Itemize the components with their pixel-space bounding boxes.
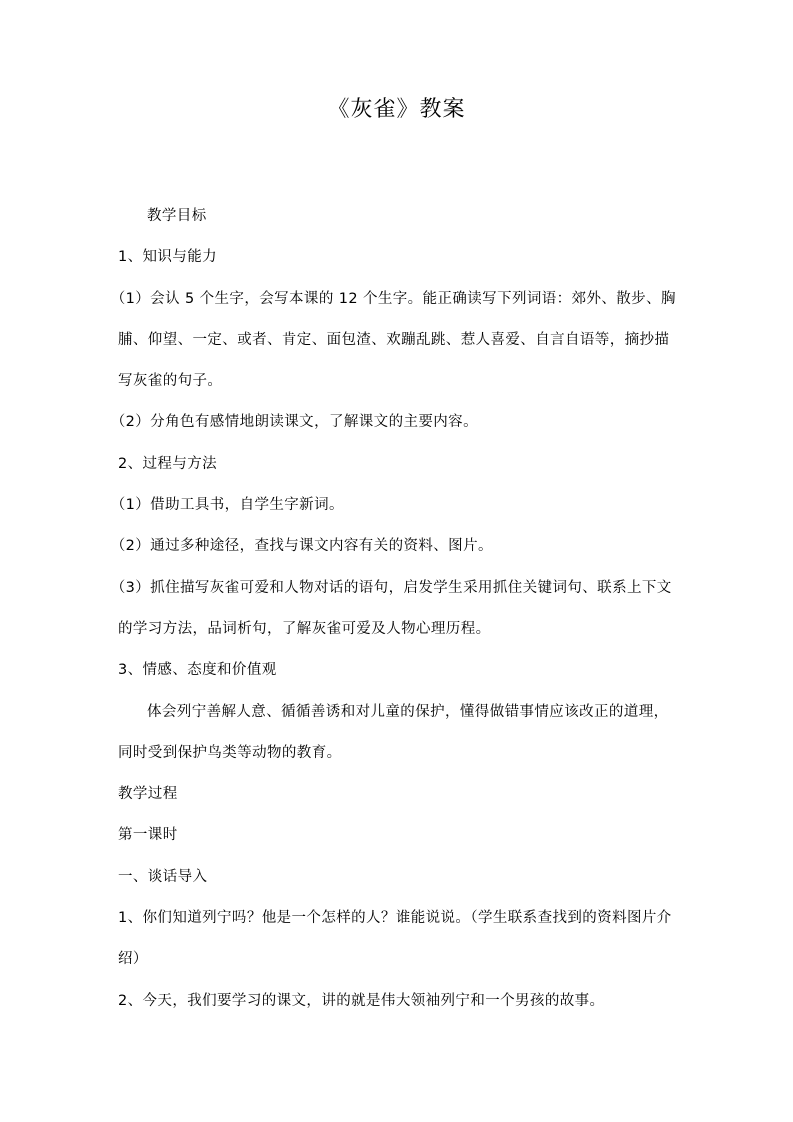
paragraph-item: 2、今天，我们要学习的课文，讲的就是伟大领袖列宁和一个男孩的故事。: [118, 992, 605, 1009]
section-heading-process: 教学过程: [118, 786, 178, 803]
paragraph-item: （1）会认 5 个生字，会写本课的 12 个生字。能正确读写下列词语：郊外、散步、胸脯、仰望、一定、或者、肯定、面包渣、欢蹦乱跳、惹人喜爱、自言自语等，摘抄描写灰雀的句子。: [110, 290, 676, 390]
subheading-process-method: 2、过程与方法: [118, 455, 218, 472]
paragraph-text: 体会列宁善解人意、循循善诱和对儿童的保护，懂得做错事情应该改正的道理，同时受到保护鸟类等动物的教育。: [118, 703, 669, 761]
paragraph-item: （2）分角色有感情地朗读课文，了解课文的主要内容。: [110, 414, 478, 431]
paragraph-item: （1）借助工具书，自学生字新词。: [110, 497, 344, 514]
lesson-heading: 第一课时: [118, 827, 178, 844]
paragraph-item: （3）抓住描写灰雀可爱和人物对话的语句，启发学生采用抓住关键词句、联系上下文的学习方法，品词析句，了解灰雀可爱及人物心理历程。: [110, 579, 672, 637]
paragraph-item: （2）通过多种途径，查找与课文内容有关的资料、图片。: [110, 538, 493, 555]
subheading-knowledge-ability: 1、知识与能力: [118, 249, 218, 266]
subheading-emotion-values: 3、情感、态度和价值观: [118, 662, 277, 679]
paragraph-item: 1、你们知道列宁吗？他是一个怎样的人？谁能说说。（学生联系查找到的资料图片介绍）: [118, 910, 672, 968]
document-title: 《灰雀》教案: [327, 97, 466, 122]
section-heading-objectives: 教学目标: [147, 208, 207, 224]
document-body: [110, 196, 678, 1022]
step-heading: 一、谈话导入: [118, 868, 208, 885]
